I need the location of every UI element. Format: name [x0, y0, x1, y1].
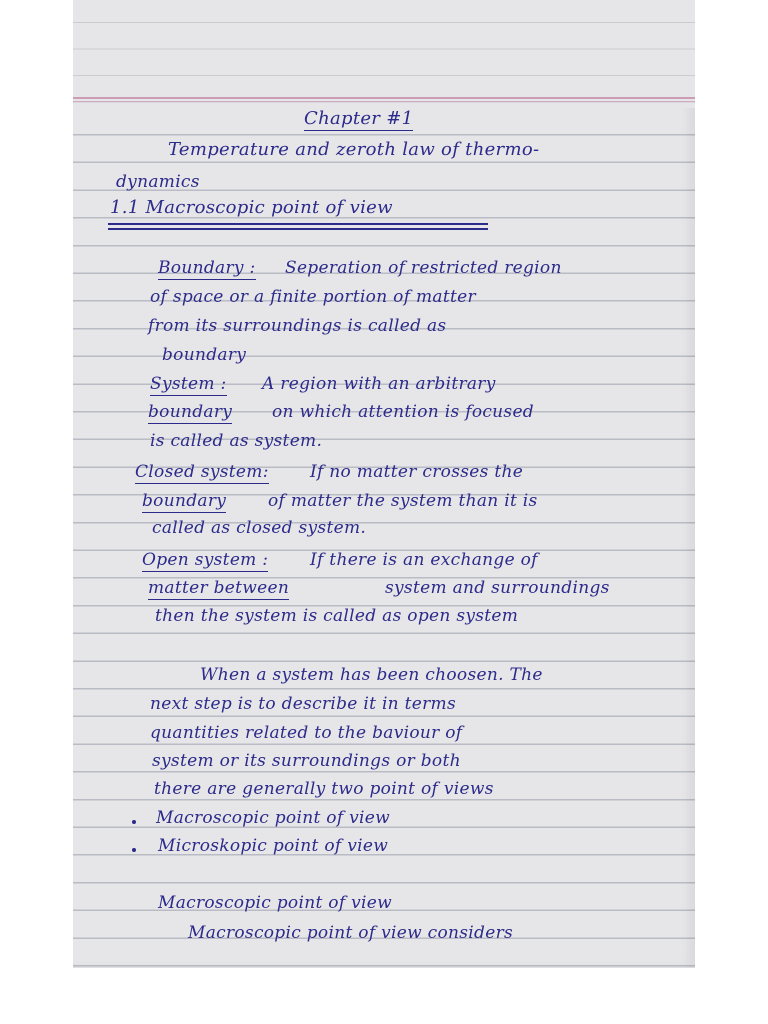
boundary-term: Boundary : — [158, 258, 256, 278]
section-heading: 1.1 Macroscopic point of view — [110, 197, 393, 218]
paragraph-line-4: system or its surroundings or both — [152, 751, 461, 771]
open-system-line-2: system and surroundings — [385, 578, 610, 598]
boundary-line-2: of space or a finite portion of matter — [150, 287, 476, 307]
closed-system-line-2-term: boundary — [142, 491, 227, 511]
ruled-lines-top — [73, 0, 695, 108]
system-line-2-term: boundary — [148, 402, 233, 422]
section-underline-2 — [108, 228, 488, 230]
boundary-line-4: boundary — [162, 345, 247, 365]
closed-system-line-2: of matter the system than it is — [268, 491, 538, 511]
system-line-3: is called as system. — [150, 431, 323, 451]
open-system-line-3: then the system is called as open system — [155, 606, 519, 626]
open-system-line-2-term: matter between — [148, 578, 290, 598]
system-line-1: A region with an arbitrary — [262, 374, 496, 394]
macro-line-1: Macroscopic point of view considers — [188, 923, 514, 943]
bullet-item-1: Macroscopic point of view — [156, 808, 390, 828]
macro-heading: Macroscopic point of view — [158, 893, 392, 913]
paragraph-line-2: next step is to describe it in terms — [150, 694, 456, 714]
open-system-line-1: If there is an exchange of — [310, 550, 538, 570]
closed-system-line-3: called as closed system. — [152, 518, 367, 538]
top-margin-line-2 — [73, 101, 695, 102]
bullet-item-2: Microskopic point of view — [158, 836, 389, 856]
bullet-dot-2 — [132, 848, 136, 852]
paragraph-line-3: quantities related to the baviour of — [150, 723, 463, 743]
paragraph-line-1: When a system has been choosen. The — [200, 665, 543, 685]
system-term: System : — [150, 374, 227, 394]
top-margin-line — [73, 97, 695, 99]
closed-system-line-1: If no matter crosses the — [310, 462, 524, 482]
chapter-heading: Chapter #1 — [304, 108, 414, 129]
closed-system-term: Closed system: — [135, 462, 269, 482]
section-underline-1 — [108, 223, 488, 225]
bullet-dot-1 — [132, 820, 136, 824]
paragraph-line-5: there are generally two point of views — [154, 779, 494, 799]
open-system-term: Open system : — [142, 550, 269, 570]
title-line-2: dynamics — [116, 172, 200, 192]
system-line-2: on which attention is focused — [272, 402, 534, 422]
boundary-line-1: Seperation of restricted region — [285, 258, 562, 278]
boundary-line-3: from its surroundings is called as — [148, 316, 447, 336]
title-line-1: Temperature and zeroth law of thermo- — [168, 139, 540, 160]
